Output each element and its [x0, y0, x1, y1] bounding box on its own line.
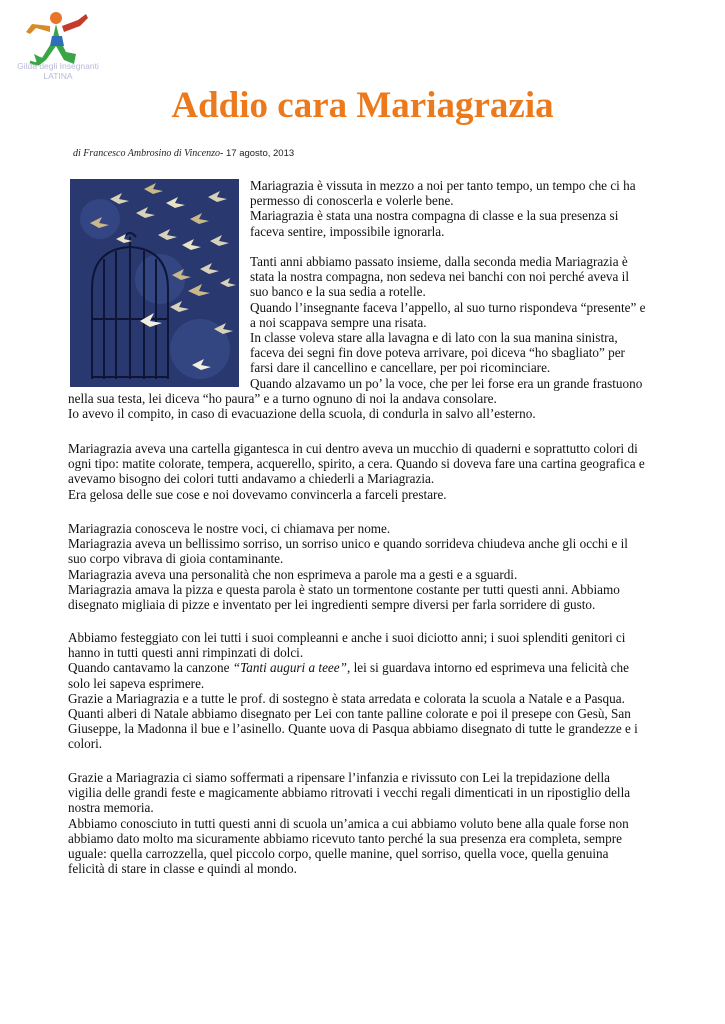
- text-line: Giuseppe, la Madonna il bue e l’asinello. Quante uova di Pasqua abbiamo disegnato di tutte le grandezze e i: [68, 721, 638, 737]
- text-line: permesso di conoscerla e volerle bene.: [250, 193, 454, 209]
- text-line: Mariagrazia aveva un bellissimo sorriso, un sorriso unico e quando sorrideva chiudeva anche gli occhi e il: [68, 536, 628, 552]
- logo-caption-line1: Gilda degli Insegnanti: [17, 61, 99, 71]
- text-line: Grazie a Mariagrazia ci siamo soffermati a ripensare l’infanzia e rivissuto con Lei la trepidazione della: [68, 770, 611, 785]
- figure-icon: [26, 12, 88, 66]
- text-line: Quando alzavamo un po’ la voce, che per lei forse era un grande frastuono: [250, 375, 643, 391]
- text-line: Grazie a Mariagrazia e a tutte le prof. di sostegno è stata arredata e colorata la scuola a Natale e a Pasqua.: [68, 690, 625, 706]
- text-line: Abbiamo festeggiato con lei tutti i suoi compleanni e anche i suoi diciotto anni; i suoi splenditi genitori ci: [68, 630, 626, 645]
- text-line: avevamo bisogno dei colori tutti andavamo a chiederli a Mariagrazia.: [68, 471, 435, 487]
- paragraph-4: [68, 521, 628, 612]
- text-line: Quanti alberi di Natale abbiamo disegnato per Lei con tante palline colorate e poi il presepe con Gesù, San: [68, 706, 631, 722]
- text-line: Mariagrazia è vissuta in mezzo a noi per tanto tempo, un tempo che ci ha: [250, 178, 636, 193]
- text-line: Abbiamo conosciuto in tutti questi anni di scuola un’amica a cui abbiamo voluto bene alla quale forse non: [68, 815, 629, 831]
- paragraph-2-continued: [68, 391, 536, 421]
- text-line: Mariagrazia amava la pizza e questa parola è stato un tormentone costante per tutti questi anni. Abbiamo: [68, 581, 620, 597]
- text-line: Era gelosa delle sue cose e noi dovevamo convincerla a farceli prestare.: [68, 486, 447, 502]
- text-line: disegnato migliaia di pizze e inventato per lei ingredienti sempre diversi per farla sorridere di gusto.: [68, 597, 596, 613]
- text-line: In classe voleva stare alla lavagna e di lato con la sua manina sinistra,: [250, 330, 618, 346]
- text-line: faceva sentire, impossibile ignorarla.: [250, 223, 445, 239]
- logo-caption: [6, 61, 110, 81]
- text-line: ogni tipo: matite colorate, tempera, acquerello, spirito, a cera. Quando si doveva fare una cartina geografica e: [68, 456, 645, 472]
- song-title: “Tanti auguri a teee”: [232, 660, 347, 676]
- text-line: Mariagrazia aveva una cartella gigantesca in cui dentro aveva un mucchio di quaderni e soprattutto colori di: [68, 441, 638, 456]
- paragraph-1: [250, 178, 636, 239]
- text-line: felicità di stare in classe e quindi al mondo.: [68, 861, 297, 877]
- text-line: Quando l’insegnante faceva l’appello, al suo turno rispondeva “presente” e: [250, 299, 646, 315]
- paragraph-2: [250, 254, 645, 391]
- birdcage-illustration: [70, 179, 239, 387]
- text-line: Mariagrazia è stata una nostra compagna di classe e la sua presenza si: [250, 208, 619, 224]
- text-line: uguale: quella carrozzella, quel piccolo corpo, quelle manine, quel sorriso, quella voce, quella genuina: [68, 846, 609, 862]
- text-line: nostra memoria.: [68, 800, 154, 816]
- text-line: hanno in tutti questi anni rimpinzati di dolci.: [68, 645, 304, 661]
- text-line-song: [68, 660, 638, 675]
- text-line: farsi dare il cancellino e cancellare, per poi ricominciare.: [250, 360, 551, 376]
- text-line: faceva dei segni fin dove poteva arrivare, poi diceva “ho sbagliato” per: [250, 345, 625, 361]
- text-line: suo corpo vibrava di gioia contaminante.: [68, 551, 284, 567]
- paragraph-5: [68, 630, 638, 752]
- text-line: Mariagrazia aveva una personalità che non esprimeva a parole ma a gesti e a sguardi.: [68, 566, 518, 582]
- page-title: Addio cara Mariagrazia: [171, 85, 554, 126]
- byline-author: di Francesco Ambrosino di Vincenzo-: [73, 148, 224, 159]
- text-line: suo banco e la sua sedia a rotelle.: [250, 284, 426, 300]
- song-outro: , lei si guardava intorno ed esprimeva una felicità che: [346, 660, 629, 676]
- text-line: colori.: [68, 736, 103, 752]
- logo-caption-line2: LATINA: [43, 71, 73, 81]
- byline: [73, 148, 294, 159]
- text-line: vigilia delle grandi feste e magicamente abbiamo ritrovati i vecchi regali dimenticati in un ripostiglio della: [68, 785, 631, 801]
- byline-date: 17 agosto, 2013: [223, 148, 295, 159]
- paragraph-3: [68, 441, 645, 502]
- text-line: Io avevo il compito, in caso di evacuazione della scuola, di condurla in salvo all’esterno.: [68, 406, 536, 422]
- text-line: Mariagrazia conosceva le nostre voci, ci chiamava per nome.: [68, 521, 391, 536]
- text-line: stata la nostra compagna, non sedeva nei banchi con noi perché aveva il: [250, 269, 629, 285]
- text-line: abbiamo dato molto ma sicuramente abbiamo ricevuto tanto perché la sua presenza era completa, sempre: [68, 830, 623, 846]
- paragraph-6: [68, 770, 630, 876]
- text-line: Tanti anni abbiamo passato insieme, dalla seconda media Mariagrazia è: [250, 254, 628, 269]
- song-intro: Quando cantavamo la canzone: [68, 660, 233, 676]
- text-line: a noi scappava sempre una risata.: [250, 314, 427, 330]
- text-line: solo lei sapeva esprimere.: [68, 675, 205, 691]
- text-line: nella sua testa, lei diceva “ho paura” e a turno ognuno di noi la andava consolare.: [68, 391, 497, 406]
